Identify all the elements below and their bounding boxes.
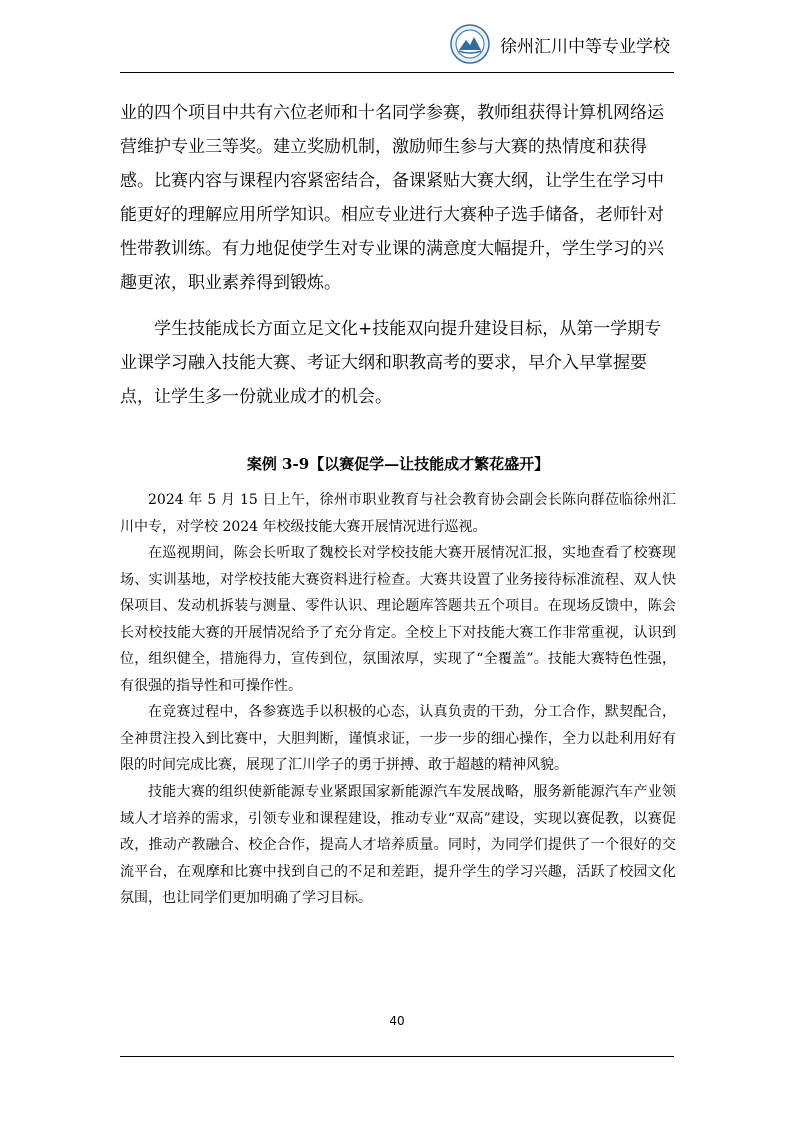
case-title: 案例 3-9【以赛促学—让技能成才繁花盛开】 xyxy=(246,455,550,473)
school-logo-icon xyxy=(450,24,490,64)
case-paragraph-1: 2024 年 5 月 15 日上午，徐州市职业教育与社会教育协会副会长陈向群莅临徐州汇川中专，对学校 2024 年校级技能大赛开展情况进行巡视。 xyxy=(120,492,676,535)
case-paragraph-3: 在竞赛过程中，各参赛选手以积极的心态，认真负责的干劲，分工合作，默契配合，全神贯注投入到比赛中，大胆判断，谨慎求证，一步一步的细心操作，全力以赴利用好有限的时间完成比赛，展现了汇川学子的勇于拼搏、敢于超越的精神风貌。 xyxy=(120,704,676,773)
page-number: 40 xyxy=(389,1014,405,1028)
page-header xyxy=(120,22,674,73)
body-paragraph-1: 业的四个项目中共有六位老师和十名同学参赛，教师组获得计算机网络运营维护专业三等奖。建立奖励机制，激励师生参与大赛的热情度和获得感。比赛内容与课程内容紧密结合，备课紧贴大赛大纲，让学生在学习中能更好的理解应用所学知识。相应专业进行大赛种子选手储备，老师针对性带教训练。有力地促使学生对专业课的满意度大幅提升，学生学习的兴趣更浓，职业素养得到锻炼。 xyxy=(120,103,664,293)
footer-divider xyxy=(120,1056,674,1057)
body-paragraph-2: 学生技能成长方面立足文化+技能双向提升建设目标，从第一学期专业课学习融入技能大赛、考证大纲和职教高考的要求，早介入早掌握要点，让学生多一份就业成才的机会。 xyxy=(120,319,662,407)
case-paragraph-4: 技能大赛的组织使新能源专业紧跟国家新能源汽车发展战略，服务新能源汽车产业领域人才培养的需求，引领专业和课程建设，推动专业“双高”建设，实现以赛促教，以赛促改，推动产教融合、校企合作，提高人才培养质量。同时，为同学们提供了一个很好的交流平台，在观摩和比赛中找到自己的不足和差距，提升学生的学习兴趣，活跃了校园文化氛围，也让同学们更加明确了学习目标。 xyxy=(120,784,676,906)
case-paragraph-2: 在巡视期间，陈会长听取了魏校长对学校技能大赛开展情况汇报，实地查看了校赛现场、实训基地，对学校技能大赛资料进行检查。大赛共设置了业务接待标准流程、双人快保项目、发动机拆装与测量、零件认识、理论题库答题共五个项目。在现场反馈中，陈会长对校技能大赛的开展情况给予了充分肯定。全校上下对技能大赛工作非常重视，认识到位，组织健全，措施得力，宣传到位，氛围浓厚，实现了“全覆盖”。技能大赛特色性强，有很强的指导性和可操作性。 xyxy=(120,545,676,694)
school-name: 徐州汇川中等专业学校 xyxy=(500,37,670,57)
